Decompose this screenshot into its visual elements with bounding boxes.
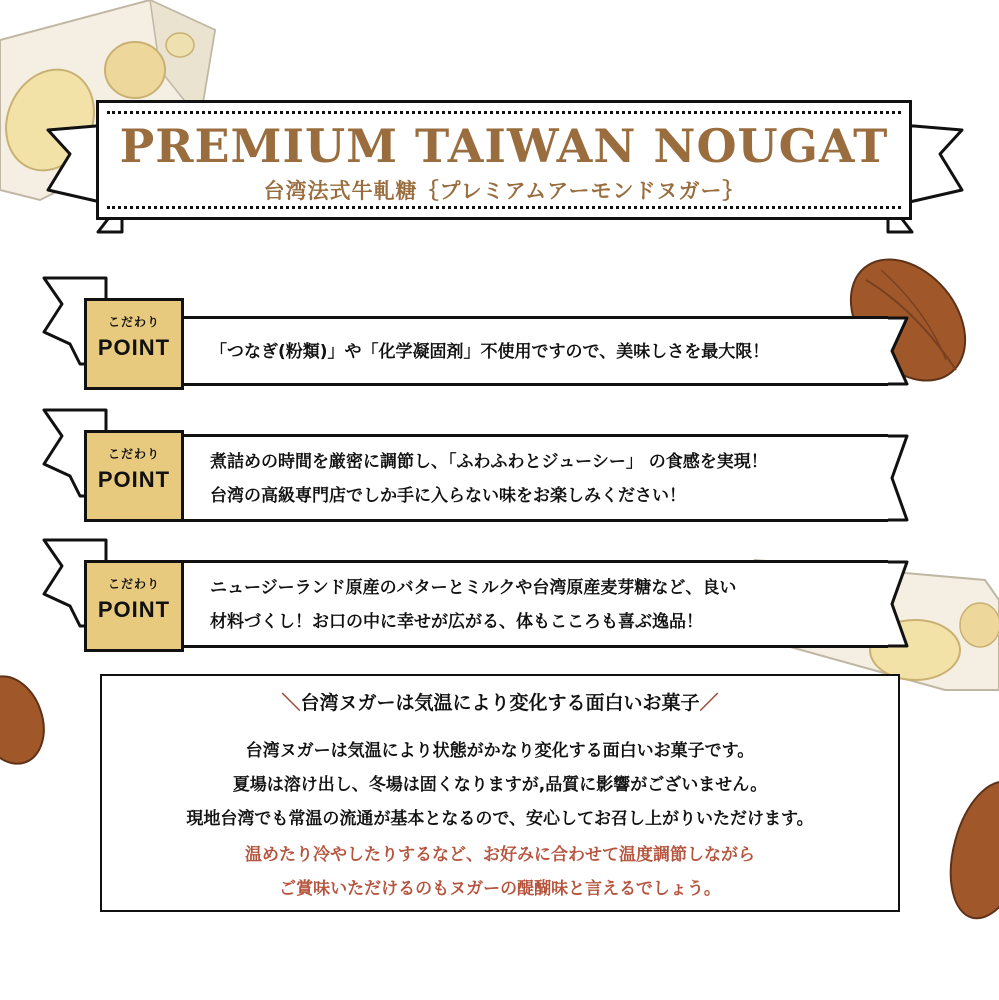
point-2-badge-big: POINT [97,467,171,492]
info-heading-text: 台湾ヌガーは気温により変化する面白いお菓子 [300,692,700,714]
point-3-badge-big: POINT [97,597,171,622]
temperature-info-box [100,674,900,912]
point-1-badge-small: こだわり [107,315,160,329]
info-heading [102,688,898,715]
page-title: PREMIUM TAIWAN NOUGAT [119,119,889,173]
point-2-text-line-2: 台湾の高級専門店でしか手に入らない味をお楽しみください！ [210,486,686,506]
point-3-text-line-2: 材料づくし！お口の中に幸せが広がる、体もこころも喜ぶ逸品！ [210,612,703,632]
point-2-text-line-1: 煮詰めの時間を厳密に調節し、「ふわふわとジューシー」 の食感を実現！ [210,452,768,472]
heading-slash-left: ＼ [281,692,301,714]
almond-illustration-left [0,670,50,770]
info-line-1: 台湾ヌガーは気温により状態がかなり変化する面白いお菓子です。 [245,741,755,761]
point-2-badge-small: こだわり [107,447,160,461]
point-2-badge [84,430,184,522]
point-3-text-line-1: ニュージーランド原産のバターとミルクや台湾原産麦芽糖など、良い [210,578,737,598]
info-line-3: 現地台湾でも常温の流通が基本となるので、安心してお召し上がりいただけます。 [186,809,814,829]
point-1-badge-big: POINT [97,335,171,360]
point-3-badge [84,560,184,652]
info-highlight-line-2: ご賞味いただけるのもヌガーの醍醐味と言えるでしょう。 [279,879,721,899]
info-highlight-line-1: 温めたり冷やしたりするなど、お好みに合わせて温度調節しながら [245,845,755,865]
point-3-badge-small: こだわり [107,577,160,591]
point-1-text-line-1: 「つなぎ(粉類)」や「化学凝固剤」不使用ですので、美味しさを最大限！ [210,342,770,362]
page-subtitle: 台湾法式牛軋糖｛プレミアムアーモンドヌガー｝ [263,178,745,203]
title-banner [96,100,912,220]
almond-illustration-bottom-right [940,770,999,930]
heading-slash-right: ／ [699,692,719,714]
info-line-2: 夏場は溶け出し、冬場は固くなりますが,品質に影響がございません。 [232,775,768,795]
point-1-badge [84,298,184,390]
